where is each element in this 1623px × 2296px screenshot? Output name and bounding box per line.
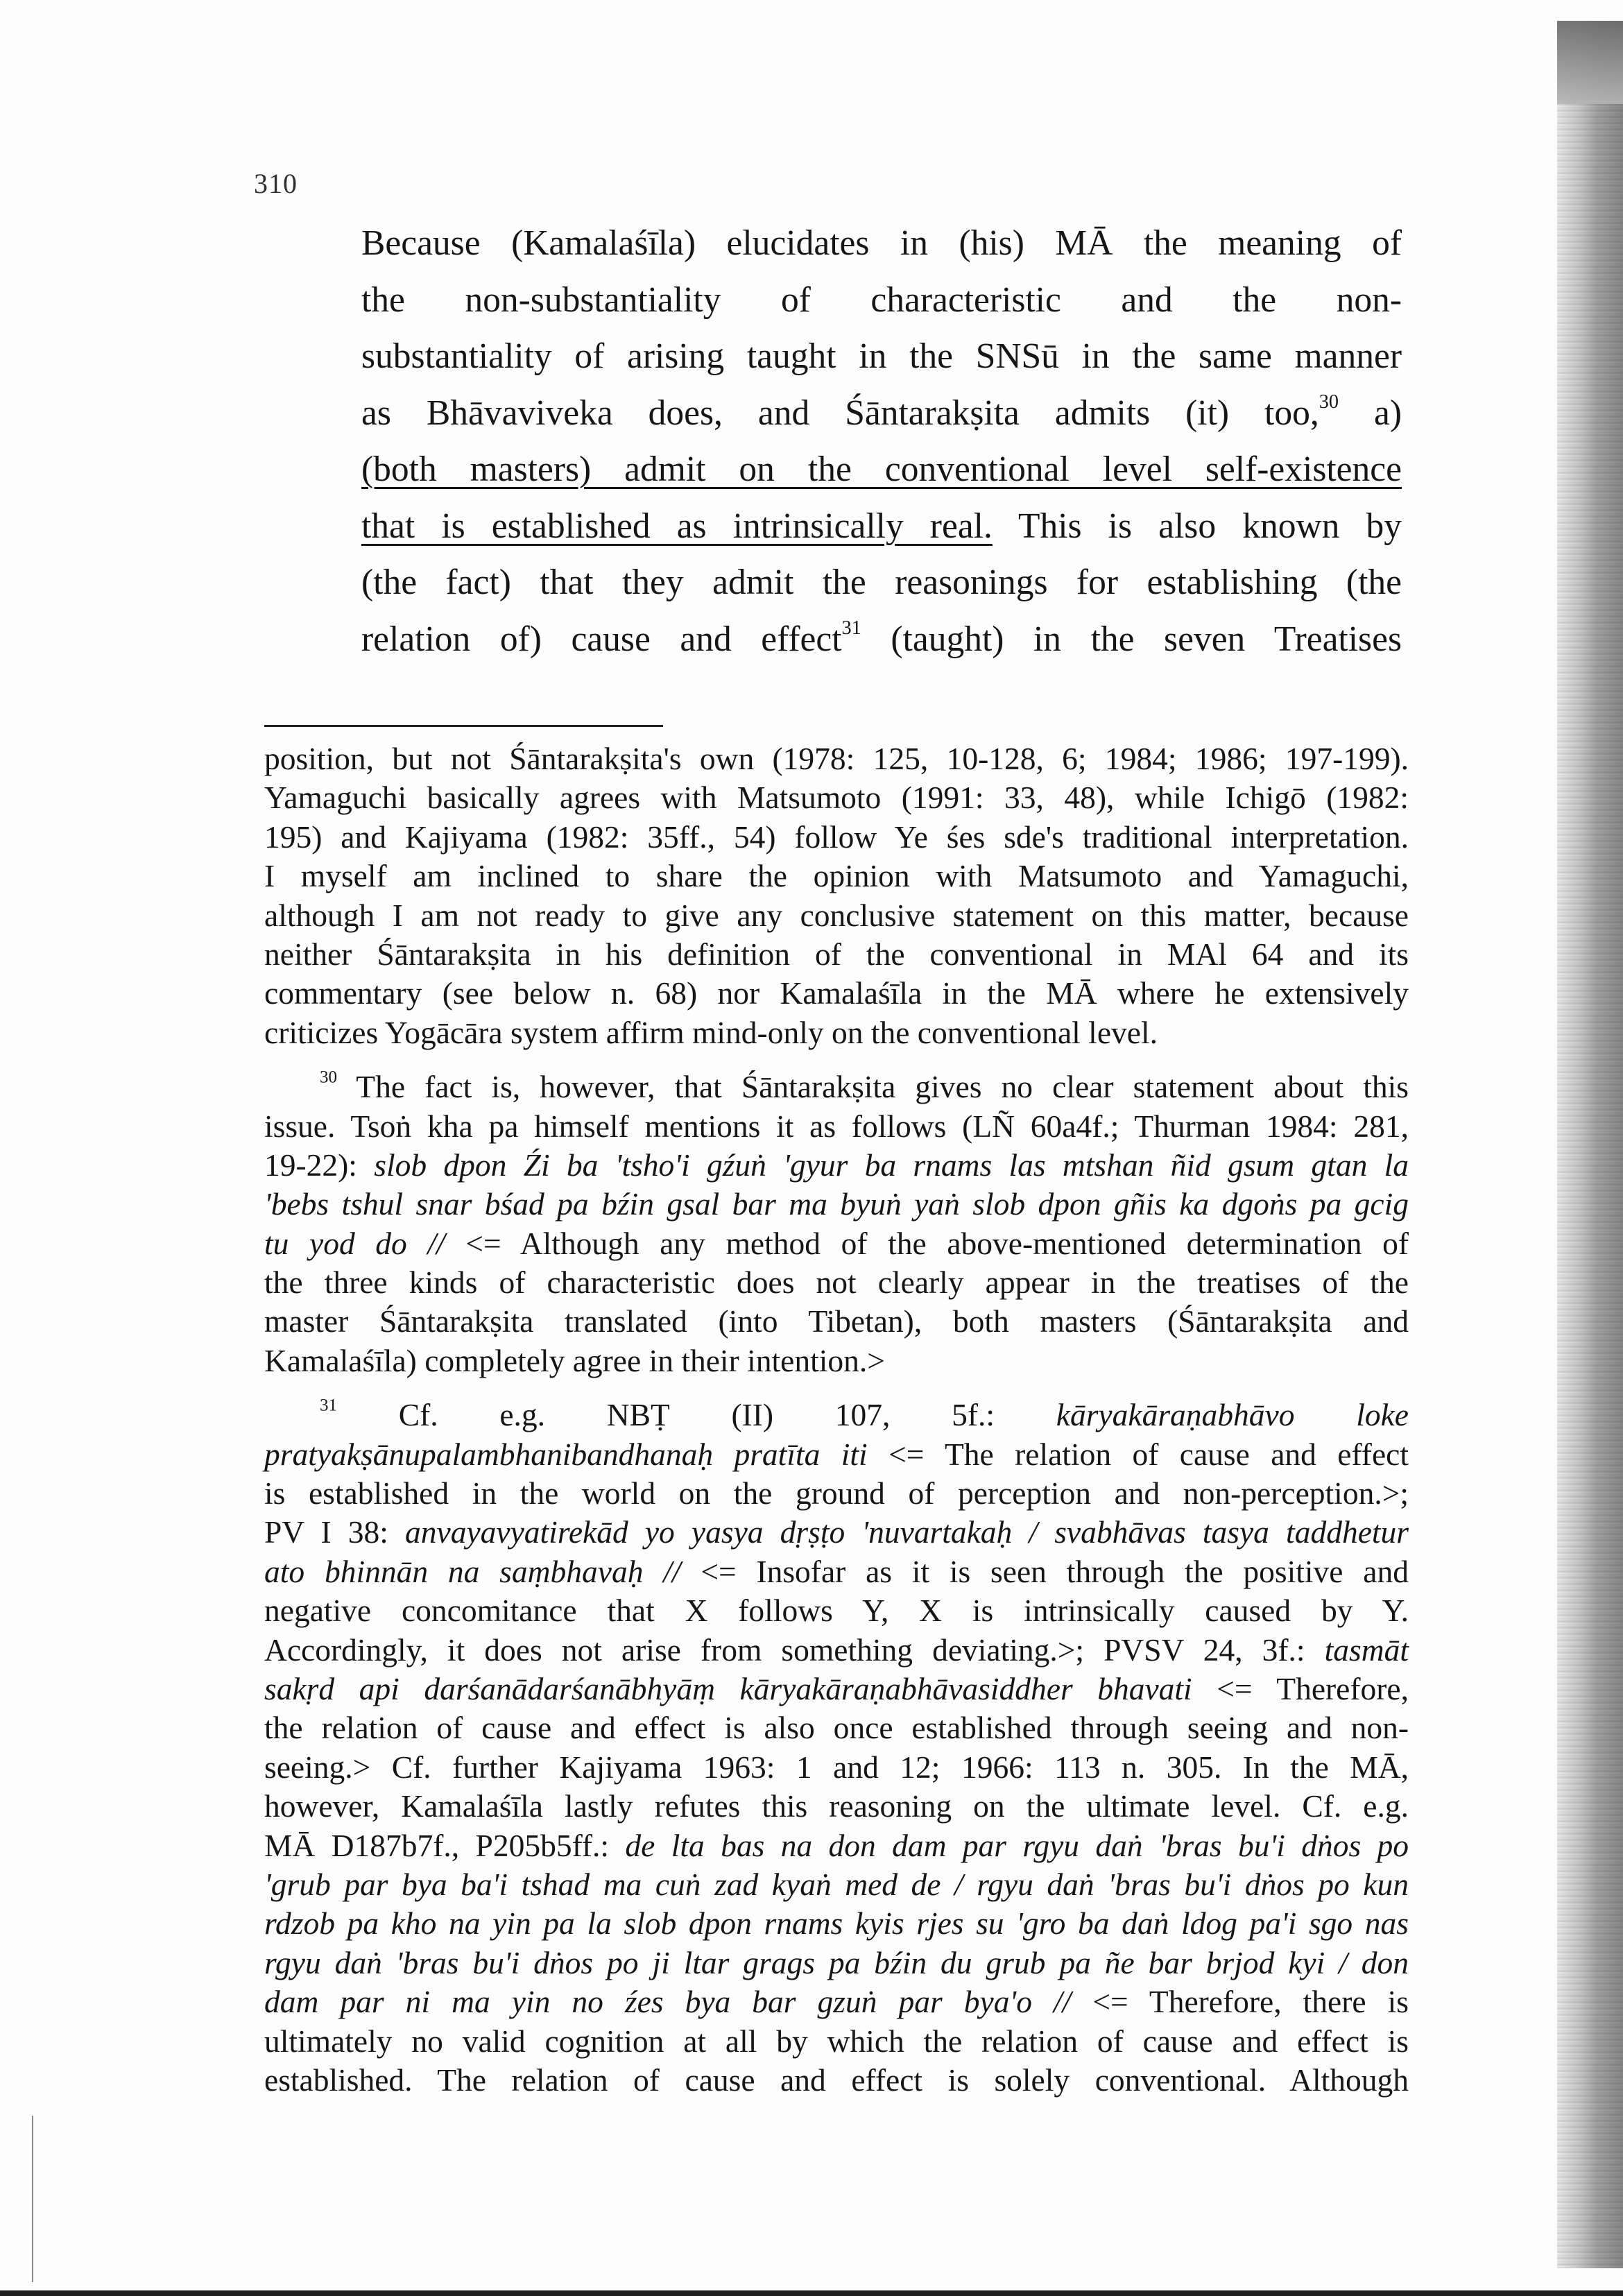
- footnote-line: master Śāntarakṣita translated (into Tibetan), both masters (Śāntarakṣita and: [264, 1303, 1409, 1339]
- footnote-line: position, but not Śāntarakṣita's own (1978: 125, 10-128, 6; 1984; 1986; 197-199).: [264, 741, 1409, 776]
- footnote-line: negative concomitance that X follows Y, X is intrinsically caused by Y.: [264, 1593, 1409, 1629]
- main-line-text: as Bhāvaviveka does, and Śāntarakṣita admits (it) too,: [361, 393, 1319, 433]
- footnote-line: seeing.> Cf. further Kajiyama 1963: 1 and 12; 1966: 113 n. 305. In the MĀ,: [264, 1749, 1409, 1785]
- sanskrit-quote: sakṛd api darśanādarśanābhyāṃ kāryakāraṇabhāvasiddher bhavati: [264, 1670, 1192, 1706]
- footnote-line: [264, 1826, 1409, 1865]
- tibetan-quote: tu yod do //: [264, 1225, 445, 1261]
- footnote-gap: [264, 1052, 1409, 1068]
- footnote-separator: [264, 725, 663, 727]
- main-line: [361, 441, 1402, 498]
- page-number: 310: [254, 168, 298, 199]
- tibetan-quote: rdzob pa kho na yin pa la slob dpon rnams kyis rjes su 'gro ba daṅ ldog pa'i sgo nas: [264, 1905, 1409, 1942]
- footnote-line: [264, 1435, 1409, 1474]
- footnote-number-30: 30: [320, 1068, 338, 1087]
- bottom-scan-border: [0, 2290, 1623, 2296]
- footnote-line: [264, 1396, 1409, 1434]
- footnote-line: [264, 1944, 1409, 1982]
- footnote-text: Cf. e.g. NBṬ (II) 107, 5f.:: [337, 1397, 1056, 1433]
- main-line: the non-substantiality of characteristic and the non-: [361, 280, 1402, 320]
- sanskrit-quote: kāryakāraṇabhāvo loke: [1056, 1397, 1409, 1433]
- footnote-line: [264, 1068, 1409, 1106]
- footnote-line: issue. Tsoṅ kha pa himself mentions it as follows (LÑ 60a4f.; Thurman 1984: 281,: [264, 1108, 1409, 1144]
- footnote-text: <= Therefore, there is: [1071, 1984, 1409, 2020]
- footnote-line: Yamaguchi basically agrees with Matsumoto (1991: 33, 48), while Ichigō (1982:: [264, 780, 1409, 816]
- scanner-edge-shadow: [1557, 21, 1623, 2268]
- main-line: [361, 611, 1402, 668]
- tibetan-quote: rgyu daṅ 'bras bu'i dṅos po ji ltar grags pa bźin du grub pa ñe bar brjod kyi / don: [264, 1944, 1409, 1980]
- footnote-line: commentary (see below n. 68) nor Kamalaśīla in the MĀ where he extensively: [264, 975, 1409, 1011]
- footnote-ref-30[interactable]: 30: [1319, 391, 1339, 413]
- sanskrit-quote: anvayavyatirekād yo yasya dṛṣṭo 'nuvartakaḥ / svabhāvas tasya taddhetur: [405, 1514, 1409, 1550]
- footnote-text: Accordingly, it does not arise from something deviating.>; PVSV 24, 3f.:: [264, 1631, 1325, 1668]
- main-line: [361, 385, 1402, 442]
- footnote-line: [264, 1146, 1409, 1185]
- footnote-ref-31[interactable]: 31: [841, 617, 861, 639]
- footnote-line: [264, 1185, 1409, 1224]
- footnote-text: <= Insofar as it is seen through the positive and: [680, 1553, 1409, 1589]
- footnote-line: the three kinds of characteristic does not clearly appear in the treatises of the: [264, 1265, 1409, 1301]
- footnote-line: I myself am inclined to share the opinion with Matsumoto and Yamaguchi,: [264, 858, 1409, 894]
- footnotes: [264, 739, 1409, 2100]
- main-line: Because (Kamalaśīla) elucidates in (his) MĀ the meaning of: [361, 223, 1402, 263]
- margin-mark: [32, 2116, 33, 2282]
- main-line: (the fact) that they admit the reasonings for establishing (the: [361, 563, 1402, 602]
- main-line-text: (taught) in the seven Treatises: [861, 619, 1402, 659]
- main-paragraph: [361, 215, 1402, 667]
- tibetan-quote: de lta bas na don dam par rgyu daṅ 'bras bu'i dṅos po: [625, 1827, 1409, 1863]
- tibetan-quote: 'bebs tshul snar bśad pa bźin gsal bar ma byuṅ yaṅ slob dpon gñis ka dgoṅs pa gcig: [264, 1186, 1409, 1222]
- footnote-text: <= Therefore,: [1192, 1670, 1409, 1706]
- tibetan-quote: dam par ni ma yin no źes bya bar gzuṅ par bya'o //: [264, 1984, 1072, 2020]
- footnote-line: the relation of cause and effect is also once established through seeing and non-: [264, 1710, 1409, 1746]
- main-line-text: relation of) cause and effect: [361, 619, 842, 659]
- footnote-line: [264, 1865, 1409, 1904]
- main-line: substantiality of arising taught in the SNSū in the same manner: [361, 336, 1402, 376]
- footnote-line: is established in the world on the ground of perception and non-perception.>;: [264, 1475, 1409, 1511]
- footnote-line: Kamalaśīla) completely agree in their intention.>: [264, 1342, 885, 1378]
- footnote-line: [264, 1904, 1409, 1943]
- footnote-line: established. The relation of cause and effect is solely conventional. Although: [264, 2062, 1409, 2098]
- scanner-edge-dark-top: [1557, 21, 1623, 104]
- footnote-line: neither Śāntarakṣita in his definition of the conventional in MAl 64 and its: [264, 936, 1409, 972]
- footnote-text: 19-22):: [264, 1147, 375, 1183]
- footnote-text: <= The relation of cause and effect: [867, 1436, 1409, 1472]
- footnote-line: ultimately no valid cognition at all by which the relation of cause and effect is: [264, 2023, 1409, 2059]
- footnote-line: [264, 1552, 1409, 1591]
- footnote-text: <= Although any method of the above-mentioned determination of: [445, 1225, 1409, 1261]
- footnote-line: however, Kamalaśīla lastly refutes this reasoning on the ultimate level. Cf. e.g.: [264, 1788, 1409, 1824]
- footnote-text: The fact is, however, that Śāntarakṣita gives no clear statement about this: [337, 1069, 1409, 1105]
- footnote-line: [264, 1513, 1409, 1552]
- underlined-text: that is established as intrinsically real.: [361, 506, 993, 546]
- footnote-text: PV I 38:: [264, 1514, 406, 1550]
- footnote-line: [264, 1631, 1409, 1670]
- footnote-number-31: 31: [320, 1396, 338, 1415]
- footnote-text: MĀ D187b7f., P205b5ff.:: [264, 1827, 626, 1863]
- sanskrit-quote: pratyakṣānupalambhanibandhanaḥ pratīta iti: [264, 1436, 868, 1472]
- main-line: [361, 498, 1402, 555]
- underlined-text: (both masters) admit on the conventional level self-existence: [361, 449, 1402, 489]
- footnote-line: although I am not ready to give any conclusive statement on this matter, because: [264, 897, 1409, 933]
- main-line-text: a): [1339, 393, 1402, 433]
- tibetan-quote: slob dpon Źi ba 'tsho'i gźuṅ 'gyur ba rnams las mtshan ñid gsum gtan la: [374, 1147, 1409, 1183]
- tibetan-quote: 'grub par bya ba'i tshad ma cuṅ zad kyaṅ med de / rgyu daṅ 'bras bu'i dṅos po kun: [264, 1866, 1409, 1902]
- footnote-line: [264, 1982, 1409, 2021]
- footnote-line: [264, 1670, 1409, 1708]
- footnote-gap: [264, 1380, 1409, 1396]
- sanskrit-quote: ato bhinnān na saṃbhavaḥ //: [264, 1553, 681, 1589]
- footnote-line: criticizes Yogācāra system affirm mind-only on the conventional level.: [264, 1014, 1158, 1050]
- sanskrit-quote: tasmāt: [1324, 1631, 1409, 1668]
- main-line-text: This is also known by: [992, 506, 1402, 546]
- footnote-line: 195) and Kajiyama (1982: 35ff., 54) follow Ye śes sde's traditional interpretation.: [264, 819, 1409, 855]
- footnote-line: [264, 1224, 1409, 1263]
